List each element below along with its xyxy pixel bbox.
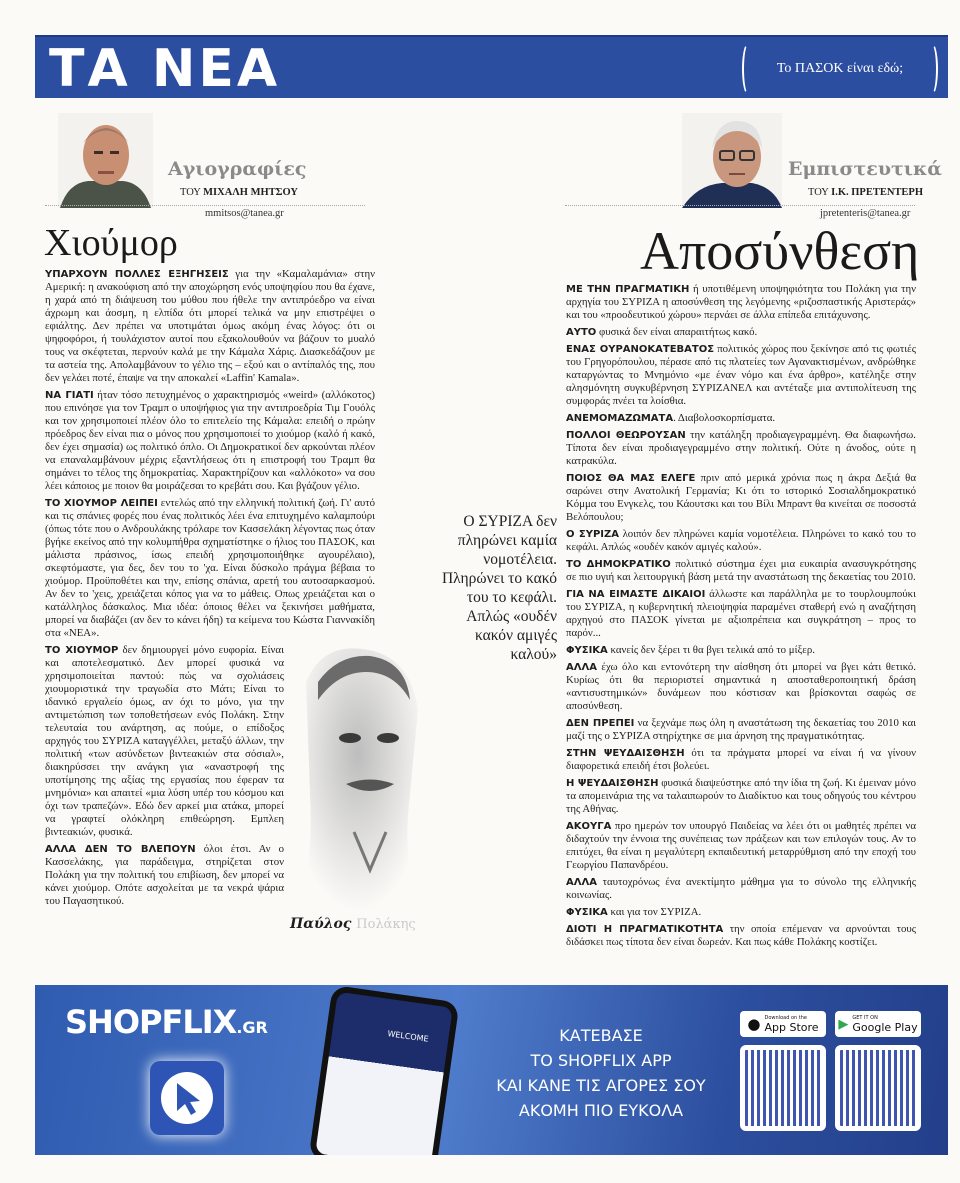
app-store-badge[interactable] [740,1011,826,1037]
paragraph [566,472,916,524]
author-portrait-pretenteris [682,113,782,208]
article-body-left [45,268,416,936]
paragraph: ΥΠΑΡΧΟΥΝ ΠΟΛΛΕΣ ΕΞΗΓΗΣΕΙΣ για την «Καμαλαμάνια» στην Αμερική: η ανακούφιση από την αποχώρηση ενός υποψηφίου που θα έχανε, η χαρά από τη διάψευση του μύθου που ήθελε την αντιπρόεδρο να είναι άχρωμη και άοσμη, η ελπίδα ότι μπορεί τελικά να μην επιστρέψει ο εφιάλτης. Δεν πρέπει να υποτιμάται όμως ακόμη ένας λόγος: ότι οι ψηφοφόροι, ή τουλάχιστον αυτοί που εξακολουθούν να βάζουν το μυαλό τους να σκέφτεται, περνούν καλά με την Κάμαλα Χάρις. Διασκεδάζουν με τα αστεία της. Απολαμβάνουν το γέλιο της – εξού και ο αντίπαλός της, που δεν γελάει ποτέ, έπαψε να την αποκαλεί «Laffin' Kamala». [45,268,375,384]
paragraph [566,644,916,657]
paragraph-text: πολιτικός χώρος που ξεκίνησε από τις φωτιές του Γρηγορόπουλου, πέρασε από τις πλατείες των Αγανακτισμένων, ανδρώθηκε καταργώντας το Μνημόνιο «με έναν νόμο και ένα άρθρο», κατέληξε στην αλησμόνητη συγκυβέρνηση ΣΥΡΙΖΑΝΕΛ και αντέταξε μια αντιπολίτευση της συμφοράς πνέει τα λοίσθια. [566,343,916,407]
paragraph-lead: ΕΝΑΣ ΟΥΡΑΝΟΚΑΤΕΒΑΤΟΣ [566,344,715,355]
paragraph [566,876,916,902]
paragraph-text: . Διαβολοσκορπίσματα. [673,412,776,424]
qr-code-google-play[interactable] [835,1045,921,1131]
paragraph-lead: Η ΨΕΥΔΑΙΣΘΗΣΗ [566,778,659,789]
column-name: Εμπιστευτικά [788,158,942,180]
paragraph [566,777,916,816]
left-paren-icon [742,43,754,95]
paragraph-text: άλλωστε και παράλληλα με το τουρλουμπούκι του ΣΥΡΙΖΑ, η κυβερνητική πλειοψηφία παραμένει σταθερή ενώ η αναζήτηση αρχηγού στο ΠΑΣΟΚ γίνεται με αξιοπρέπεια και συγκράτηση – προς το παρόν... [566,588,916,639]
paragraph-text: φυσικά δεν είναι απαραιτήτως κακό. [596,326,758,338]
ad-line: ΚΑΙ ΚΑΝΕ ΤΙΣ ΑΓΟΡΕΣ ΣΟΥ [496,1076,706,1095]
paragraph-text: πολιτικό σύστημα έχει μια ευκαιρία ανασυγκρότησης σε πιο υγιή και λειτουργική βάση μετά την αναστάτωση της δεκαετίας του 2010. [566,558,916,583]
paragraph [566,528,916,554]
paragraph-lead: ΑΝΕΜΟΜΑΖΩΜΑΤΑ [566,413,674,424]
author-name: ΜΙΧΑΛΗ ΜΗΤΣΟΥ [203,187,299,198]
paragraph-lead: ΔΙΟΤΙ Η ΠΡΑΓΜΑΤΙΚΟΤΗΤΑ [566,924,724,935]
apple-icon: ● [747,1015,761,1033]
paragraph-text: ότι τα πράγματα μπορεί να είναι ή να γίνουν διαφορετικά επειδή έτσι βολεύει. [566,747,916,772]
paragraph [566,717,916,743]
paragraph-lead: ΦΥΣΙΚΑ [566,907,608,918]
illustration-caption [290,916,416,932]
paragraph-lead: ΑΛΛΑ [566,877,597,888]
paragraph-lead: ΑΚΟΥΓΑ [566,821,612,832]
paragraph-text: φυσικά διαψεύστηκε από την ίδια τη ζωή. Κι έμειναν μόνο τα απομεινάρια της να ταλαιπωρούν το Διαδίκτυο και τους οδηγούς του κέντρου της Αθήνας. [566,777,916,815]
paragraph [566,343,916,408]
paragraph [566,429,916,468]
paragraph [566,558,916,584]
paragraph-text: κανείς δεν ξέρει τι θα βγει τελικά από το μίξερ. [607,644,815,656]
ad-line: ΑΚΟΜΗ ΠΙΟ ΕΥΚΟΛΑ [518,1101,684,1120]
app-icon [150,1061,224,1135]
paragraph-lead: ΠΟΙΟΣ ΘΑ ΜΑΣ ΕΛΕΓΕ [566,473,696,484]
paragraph [566,906,916,919]
caption-first-name: Παύλος [290,916,352,932]
phone-welcome-banner: WELCOME [386,1029,430,1044]
paragraph-lead: ΤΟ ΔΗΜΟΚΡΑΤΙΚΟ [566,559,671,570]
paragraph-text: ή υποτιθέμενη υποψηφιότητα του Πολάκη για την αρχηγία του ΣΥΡΙΖΑ η αποσύνθεση της λεγόμενης «ριζοσπαστικής Αριστεράς» και του «προοδευτικού χώρου» περνάει σε άλλα επίπεδα επιτάχυνσης. [566,283,917,321]
ad-line: ΚΑΤΕΒΑΣΕ [559,1026,643,1045]
polakis-illustration [290,644,425,912]
paragraph-lead: ΓΙΑ ΝΑ ΕΙΜΑΣΤΕ ΔΙΚΑΙΟΙ [566,589,706,600]
play-icon: ▶ [838,1016,849,1032]
shopflix-logo [65,1003,268,1041]
phone-mockup [308,985,459,1155]
paragraph: ΑΛΛΑ ΔΕΝ ΤΟ ΒΛΕΠΟΥΝ όλοι έτσι. Αν ο Κασσελάκης, για παράδειγμα, στηρίζεται στον Πολάκη για την πολιτική του επιβίωση, δεν μπορεί να κάνει χιούμορ. Οπότε ασχολείται με τα νεκρά ψάρια του Παγασητικού. [45,843,284,907]
pull-quote: Ο ΣΥΡΙΖΑ δεν πληρώνει καμία νομοτέλεια. Πληρώνει το κακό του το κεφάλι. Απλώς «ουδέν κακόν αμιγές καλού» [441,513,557,663]
author-email[interactable]: mmitsos@tanea.gr [205,208,284,219]
author-name: Ι.Κ. ΠΡΕΤΕΝΤΕΡΗ [831,187,923,198]
paragraph [566,412,916,425]
paragraph [566,283,916,322]
paragraph-text: την κατάληξη προδιαγεγραμμένη. Θα διαφωνήσω. Τίποτα δεν είναι προδιαγεγραμμένο στην πολιτική. Ούτε η άνοδος, ούτε η κατρακύλα. [566,429,916,467]
paragraph-text: την οποία επέμεναν να αρνούνται τους διδάσκει πως τίποτα δεν είναι δωρεάν. Και πως κάθε Πολάκης κοστίζει. [566,923,916,948]
paragraph [566,747,916,773]
byline-prefix: ΤΟΥ [180,187,201,198]
cursor-icon [174,1081,204,1117]
badge-big-text: Google Play [852,1020,918,1034]
paragraph [566,820,916,872]
paragraph-lead: ΑΛΛΑ [566,662,597,673]
paragraph-text: έχω όλο και εντονότερη την αίσθηση ότι μπορεί να βγει κάτι θετικό. Κυρίως ότι θα περιοριστεί σημαντικά η αποσταθεροποιητική δράση «αντισυστημικών» δυνάμεων που κόστισαν και βρίσκονται σαφώς σε αποσύνθεση. [566,661,916,712]
right-paren-icon [926,43,938,95]
badge-small-text: GET IT ON [852,1014,878,1021]
author-email[interactable]: jpretenteris@tanea.gr [820,208,911,219]
paragraph [566,326,916,339]
paragraph-lead: ΦΥΣΙΚΑ [566,645,608,656]
article-title: Χιούμορ [44,222,178,264]
shopflix-advert[interactable] [35,985,948,1155]
paragraph-text: προ ημερών τον υπουργό Παιδείας να λέει ότι οι μαθητές πρέπει να διδαχτούν την έννοια της συνέπειας των πράξεων και των επιλογών τους. Αν το επιτύχει, θα είναι η μεγαλύτερη εκπαιδευτική μεταρρύθμιση από την εποχή του Γεωργίου Παπανδρέου. [566,820,916,871]
author-byline [180,187,298,198]
brand-name: SHOPFLIX [65,1003,237,1041]
divider [45,205,365,206]
illustration-block [290,644,416,936]
divider [565,205,915,206]
qr-code-app-store[interactable] [740,1045,826,1131]
newspaper-logo: ΤΑ ΝΕΑ [49,39,281,99]
paragraph-text: να ξεχνάμε πως όλη η αναστάτωση της δεκαετίας του 2010 και μαζί της ο ΣΥΡΙΖΑ στηρίχτηκε σε μια άρνηση της πραγματικότητας. [566,717,917,742]
paragraph-lead: ΔΕΝ ΠΡΕΠΕΙ [566,718,635,729]
paragraph-lead: ΣΤΗΝ ΨΕΥΔΑΙΣΘΗΣΗ [566,748,685,759]
section-tagline [740,37,940,100]
author-portrait-mitsos [58,113,153,208]
tagline-text: Το ΠΑΣΟΚ είναι εδώ; [776,60,904,76]
paragraph: ΝΑ ΓΙΑΤΙ ήταν τόσο πετυχημένος ο χαρακτηρισμός «weird» (αλλόκοτος) που επινόησε για τον Τραμπ ο υποψήφιος για την αντιπροεδρία Τιμ Γουόλς και τον χρησιμοποιεί πλέον όλο το επιτελείο της Κάμαλα: επειδή ο πρώην πρόεδρος δεν είναι πια ο μόνος που χρησιμοποιεί το χιούμορ (καλό ή κακό, δεν έχει σημασία) ως πολιτικό όπλο. Οι Δημοκρατικοί δεν αρκούνται πλέον να επαναλαμβάνουν μέχρις εξαντλήσεως ότι η επιστροφή του Τραμπ θα σημάνει το τέλος της δημοκρατίας. Χαρακτηρίζουν και «αλλόκοτο» να σου λέει κάποιος με ποιον θα μοιράζεσαι το κρεβάτι σου. Και βγάζουν γέλιο. [45,389,376,492]
ad-headline [477,1023,725,1123]
byline-prefix: ΤΟΥ [808,187,829,198]
paragraph [566,923,916,949]
article-body-right [566,283,916,953]
article-title: Αποσύνθεση [640,221,920,281]
paragraph-lead: ΜΕ ΤΗΝ ΠΡΑΓΜΑΤΙΚΗ [566,284,690,295]
paragraph-text: λοιπόν δεν πληρώνει καμία νομοτέλεια. Πληρώνει το κακό του το κεφάλι. Απλώς «ουδέν κακόν αμιγές καλού». [566,528,916,553]
badge-big-text: App Store [764,1020,819,1034]
paragraph-lead: ΑΥΤΟ [566,327,597,338]
paragraph [566,588,916,640]
paragraph-text: πριν από μερικά χρόνια πως η άκρα Δεξιά θα σαρώνει στην Ανατολική Γερμανία; Κι ότι το ιστορικό Σοσιαλδημοκρατικό Κόμμα του Ενγκελς, του Κάουτσκι και του Βίλι Μπραντ θα κινείται σε ποσοστά Βελόπουλου; [566,472,916,523]
caption-last-name: Πολάκης [356,917,416,932]
paragraph: ΤΟ ΧΙΟΥΜΟΡ δεν δημιουργεί μόνο ευφορία. Είναι και αποτελεσματικό. Δεν μπορεί φυσικά να χρησιμοποιείται παντού: πώς να σχολιάσεις χιουμοριστικά την τραγωδία στο Μάτι; Είναι το ιδανικό εργαλείο όμως, αν όχι το μόνο, για την αντιμετώπιση των τοποθετήσεων ενός Πολάκη. Στην τελευταία του ανάρτηση, ας πούμε, ο επίδοξος αρχηγός του ΣΥΡΙΖΑ καταγγέλλει, μεταξύ άλλων, την πολιτική «των ασύνδετων βιντεακιών στα σόσιαλ», διακηρύσσει την ανάγκη για «αναστροφή της υποτίμησης της αξίας της εργασίας που έφεραν τα μνημόνια» και απαιτεί «μια λύση υπέρ του κόσμου και όχι των τραπεζών». Εδώ δεν αρκεί μια ατάκα, μπορεί να γραφτεί ολόκληρη επιθεώρηση. Εμπλεη βιντεακιών, φυσικά. [45,644,284,838]
paragraph: ΤΟ ΧΙΟΥΜΟΡ ΛΕΙΠΕΙ εντελώς από την ελληνική πολιτική ζωή. Γι' αυτό και τις σπάνιες φορές που ένας πολιτικός λέει ένα επιτυχημένο καλαμπούρι (όπως τότε που ο Ανδρουλάκης τρόλαρε τον Κασσελάκη λέγοντας πως όταν βγήκε εκείνος από την κολυμπήθρα σχηματίστηκε ο ήλιος του ΠΑΣΟΚ, και μάλιστα πράσινος, ίσως επειδή χρησιμοποιήθηκε αγουρέλαιο), σκεφτόμαστε, για δες, δεν του το 'χα. Είναι δύσκολο πράγμα βέβαια το χιούμορ. Προϋποθέτει και την, επίσης σπάνια, αρετή του αυτοσαρκασμού. Αν δεν το 'χεις, χρειάζεται κόπος για να το μάθεις. Οπως χρειάζεται και ο κατάλληλος δάσκαλος. Μια ιδέα: όποιος θέλει να ξεκινήσει μαθήματα, μπορεί να διαβάζει (αν δεν το κάνει ήδη) τα κείμενα του Κώστα Γιαννακίδη στα «ΝΕΑ». [45,497,375,639]
google-play-badge[interactable] [835,1011,921,1037]
paragraph [566,661,916,713]
paragraph-text: ταυτοχρόνως ένα ανεκτίμητο μάθημα για το σύνολο της ελληνικής κοινωνίας. [566,876,916,901]
masthead [35,35,948,98]
badge-small-text: Download on the [764,1014,807,1021]
brand-suffix: .GR [236,1018,268,1037]
paragraph-text: και για τον ΣΥΡΙΖΑ. [607,906,702,918]
paragraph-lead: Ο ΣΥΡΙΖΑ [566,529,619,540]
column-name: Αγιογραφίες [168,158,307,180]
author-byline [808,187,923,198]
ad-line: ΤΟ SHOPFLIX APP [530,1051,672,1070]
paragraph-lead: ΠΟΛΛΟΙ ΘΕΩΡΟΥΣΑΝ [566,430,686,441]
